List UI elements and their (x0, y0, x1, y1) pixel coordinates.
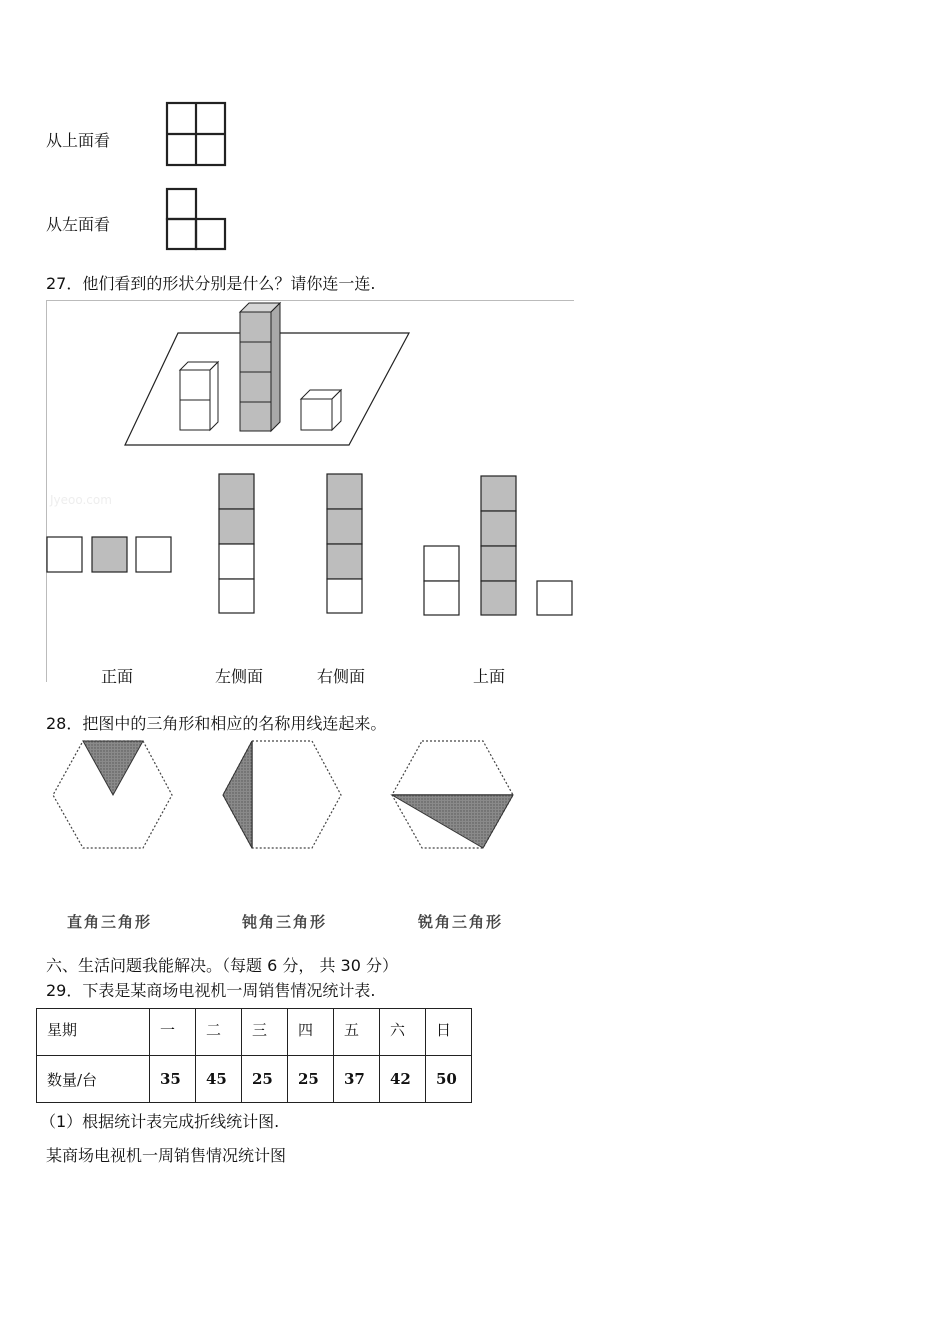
name-acute-triangle: 锐角三角形 (418, 913, 504, 931)
table-cell: 37 (334, 1056, 380, 1103)
table-cell: 五 (334, 1009, 380, 1056)
table-cell: 25 (288, 1056, 334, 1103)
table-cell: 一 (150, 1009, 196, 1056)
label-left-side: 左侧面 (215, 667, 264, 686)
table-row (37, 1056, 472, 1103)
label-right-side: 右侧面 (317, 667, 366, 686)
question-29-subquestion-1: （1）根据统计表完成折线统计图. (40, 1112, 280, 1131)
table-cell: 25 (242, 1056, 288, 1103)
table-cell: 42 (380, 1056, 426, 1103)
sales-table (36, 1008, 472, 1103)
table-cell: 日 (426, 1009, 472, 1056)
table-header-quantity: 数量/台 (37, 1056, 150, 1103)
table-cell: 35 (150, 1056, 196, 1103)
table-cell: 45 (196, 1056, 242, 1103)
table-cell: 二 (196, 1009, 242, 1056)
hexagon-figures (46, 738, 526, 854)
watermark: Jyeoo.com (50, 493, 112, 507)
question-29-text: 29．下表是某商场电视机一周销售情况统计表. (46, 981, 376, 1000)
label-front: 正面 (101, 667, 134, 686)
name-obtuse-triangle: 钝角三角形 (242, 913, 328, 931)
table-cell: 六 (380, 1009, 426, 1056)
table-cell: 四 (288, 1009, 334, 1056)
table-cell: 50 (426, 1056, 472, 1103)
table-cell: 三 (242, 1009, 288, 1056)
table-row (37, 1009, 472, 1056)
label-top: 上面 (473, 667, 506, 686)
top-view-figure (164, 100, 228, 168)
left-view-label: 从左面看 (46, 215, 111, 234)
question-28-text: 28．把图中的三角形和相应的名称用线连起来。 (46, 714, 387, 733)
cube-figure (46, 300, 576, 685)
table-header-day: 星期 (37, 1009, 150, 1056)
question-27-text: 27．他们看到的形状分别是什么？请你连一连. (46, 274, 376, 293)
section-6-title: 六、生活问题我能解决。（每题 6 分， 共 30 分） (46, 956, 398, 975)
top-view-label: 从上面看 (46, 131, 111, 150)
left-view-figure (164, 186, 228, 252)
chart-title: 某商场电视机一周销售情况统计图 (46, 1146, 287, 1165)
name-right-triangle: 直角三角形 (67, 913, 153, 931)
